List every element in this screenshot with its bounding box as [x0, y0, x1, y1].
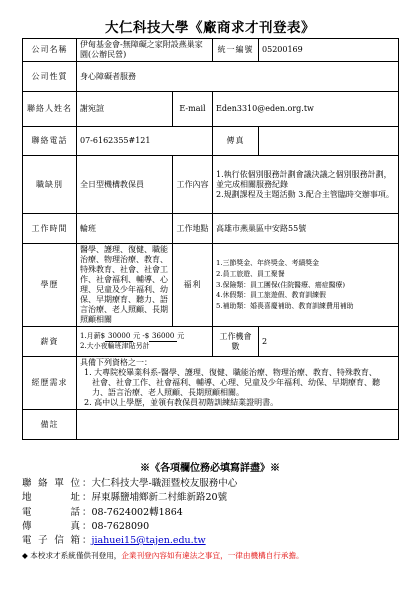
education-value[interactable]: 醫學、護理、復健、職能治療、物理治療、教育、特殊教育、社會、社會工作、社會福利、輔導、心理、兒童及少年福利、幼保、早期療育、聽力、語言治療、老人照顧、長期照顧相關 — [77, 244, 173, 327]
experience-line: 具備下列資格之一： — [80, 358, 152, 367]
experience-line: 1. 大專院校畢業科系-醫學、護理、復健、職能治療、物理治療、教育、特殊教育、 — [84, 368, 377, 377]
salary-range-sep: 元 -$ — [133, 332, 150, 341]
salary-value[interactable] — [77, 327, 213, 357]
job-content-line: 1.執行依個別服務計劃會議決議之個別服務計劃，並完成相關服務紀錄 — [216, 169, 392, 189]
benefit-item: 1.三節獎金、年終獎金、考績獎金 — [216, 259, 320, 268]
row-company-name — [23, 39, 399, 62]
phone-label: 聯絡電話 — [23, 127, 77, 156]
openings-label: 工作機會數 — [213, 327, 259, 357]
row-experience — [23, 357, 399, 410]
salary-range-line — [80, 332, 209, 342]
phone-value[interactable]: 07-6162355#121 — [77, 127, 213, 156]
job-posting-form — [22, 38, 399, 440]
company-name-value[interactable]: 伊甸基金會-無障礙之家附設燕巢家園(公辦民營) — [77, 39, 213, 62]
fax-label: 傳真 — [213, 127, 259, 156]
salary-max: 36000 — [149, 332, 177, 342]
experience-value[interactable] — [77, 357, 399, 410]
remarks-value[interactable] — [77, 410, 399, 440]
fax-value[interactable] — [259, 127, 399, 156]
salary-suffix: 元 — [177, 332, 185, 341]
benefit-item: 3.保險類：員工團保(住院醫療、癌症醫療) — [216, 280, 346, 289]
job-content-value[interactable] — [213, 156, 399, 214]
fill-note: ※《各項欄位務必填寫詳盡》※ — [140, 463, 280, 474]
footer-fax-label: 傳真 — [22, 520, 80, 532]
contact-footer — [22, 462, 398, 563]
footer-unit-label: 聯絡單位 — [22, 478, 80, 490]
footer-tel-value: ：08-7624002轉1864 — [82, 506, 183, 518]
openings-value[interactable]: 2 — [259, 327, 399, 357]
footer-address-label: 地址 — [22, 492, 80, 504]
disclaimer-warning: 企業刊登內容如有違法之事宜，一律由機構自行承擔。 — [121, 551, 304, 561]
disclaimer — [22, 549, 398, 563]
page-title: 大仁科技大學《廠商求才刊登表》 — [105, 20, 315, 36]
footer-address-row — [22, 491, 398, 505]
job-content-label: 工作內容 — [173, 156, 213, 214]
row-work-time — [23, 214, 399, 244]
footer-unit-row — [22, 477, 398, 491]
benefit-item: 5.補助類：婚喪喜慶補助、教育訓練費用補助 — [216, 302, 354, 311]
footer-email-row — [22, 534, 398, 548]
work-time-value[interactable]: 輪班 — [77, 214, 173, 244]
row-contact — [23, 92, 399, 127]
footer-unit-value: ：大仁科技大學-職涯暨校友服務中心 — [82, 478, 238, 490]
experience-line: 2. 高中以上學歷，並領有教保員初階訓練結業證明書。 — [84, 398, 279, 407]
email-label: E-mail — [173, 92, 213, 127]
job-category-value[interactable]: 全日型機構教保員 — [77, 156, 173, 214]
experience-line: 力、語言治療、老人照顧、長期照顧相關。 — [92, 388, 244, 397]
job-content-line: 2.規劃課程及主題活動 3.配合主管臨時交辦事項。 — [216, 189, 394, 199]
salary-min: 30000 — [105, 332, 133, 342]
footer-tel-label: 電話 — [22, 506, 80, 518]
experience-label: 經歷需求 — [23, 357, 77, 410]
benefit-item: 2.員工旅遊、員工聚餐 — [216, 269, 285, 278]
row-phone — [23, 127, 399, 156]
email-value[interactable]: Eden3310@eden.org.tw — [213, 92, 399, 127]
row-company-type — [23, 62, 399, 92]
remarks-label: 備註 — [23, 410, 77, 440]
tax-id-value[interactable]: 05200169 — [259, 39, 399, 62]
education-label: 學歷 — [23, 244, 77, 327]
contact-name-value[interactable]: 謝宛諠 — [77, 92, 173, 127]
row-education — [23, 244, 399, 327]
company-type-label: 公司性質 — [23, 62, 77, 92]
work-time-label: 工作時間 — [23, 214, 77, 244]
row-job — [23, 156, 399, 214]
footer-fax-value: ：08-7628090 — [82, 520, 150, 532]
experience-line: 社會、社會工作、社會福利、輔導、心理、兒童及少年福利、幼保、早期療育、聽 — [92, 378, 380, 387]
salary-prefix: 1.月薪$ — [80, 332, 106, 341]
footer-email-link[interactable]: jiahuei15@tajen.edu.tw — [91, 535, 206, 547]
footer-fax-row — [22, 520, 398, 534]
salary-label: 薪資 — [23, 327, 77, 357]
job-category-label: 職缺別 — [23, 156, 77, 214]
footer-address-value: ：屏東縣鹽埔鄉新二村維新路20號 — [82, 492, 228, 504]
work-location-label: 工作地點 — [173, 214, 213, 244]
company-type-value[interactable]: 身心障礙者服務 — [77, 62, 399, 92]
tax-id-label: 統一編號 — [213, 39, 259, 62]
contact-name-label: 聯絡人姓名 — [23, 92, 77, 127]
benefit-item: 4.休假類：員工旅遊假、教育訓練假 — [216, 291, 326, 300]
benefits-label: 福利 — [173, 244, 213, 327]
company-name-label: 公司名稱 — [23, 39, 77, 62]
row-salary — [23, 327, 399, 357]
footer-email-sep: ： — [82, 535, 92, 547]
row-remarks — [23, 410, 399, 440]
benefits-value[interactable] — [213, 244, 399, 327]
footer-email-label: 電子信箱 — [22, 535, 80, 547]
salary-allowance-line: 2.大小夜輪班津貼另計 — [80, 342, 150, 350]
work-location-value[interactable]: 高雄市燕巢區中安路55號 — [213, 214, 399, 244]
disclaimer-text: ◆ 本校求才系統僅供刊登用， — [22, 551, 122, 561]
footer-tel-row — [22, 506, 398, 520]
